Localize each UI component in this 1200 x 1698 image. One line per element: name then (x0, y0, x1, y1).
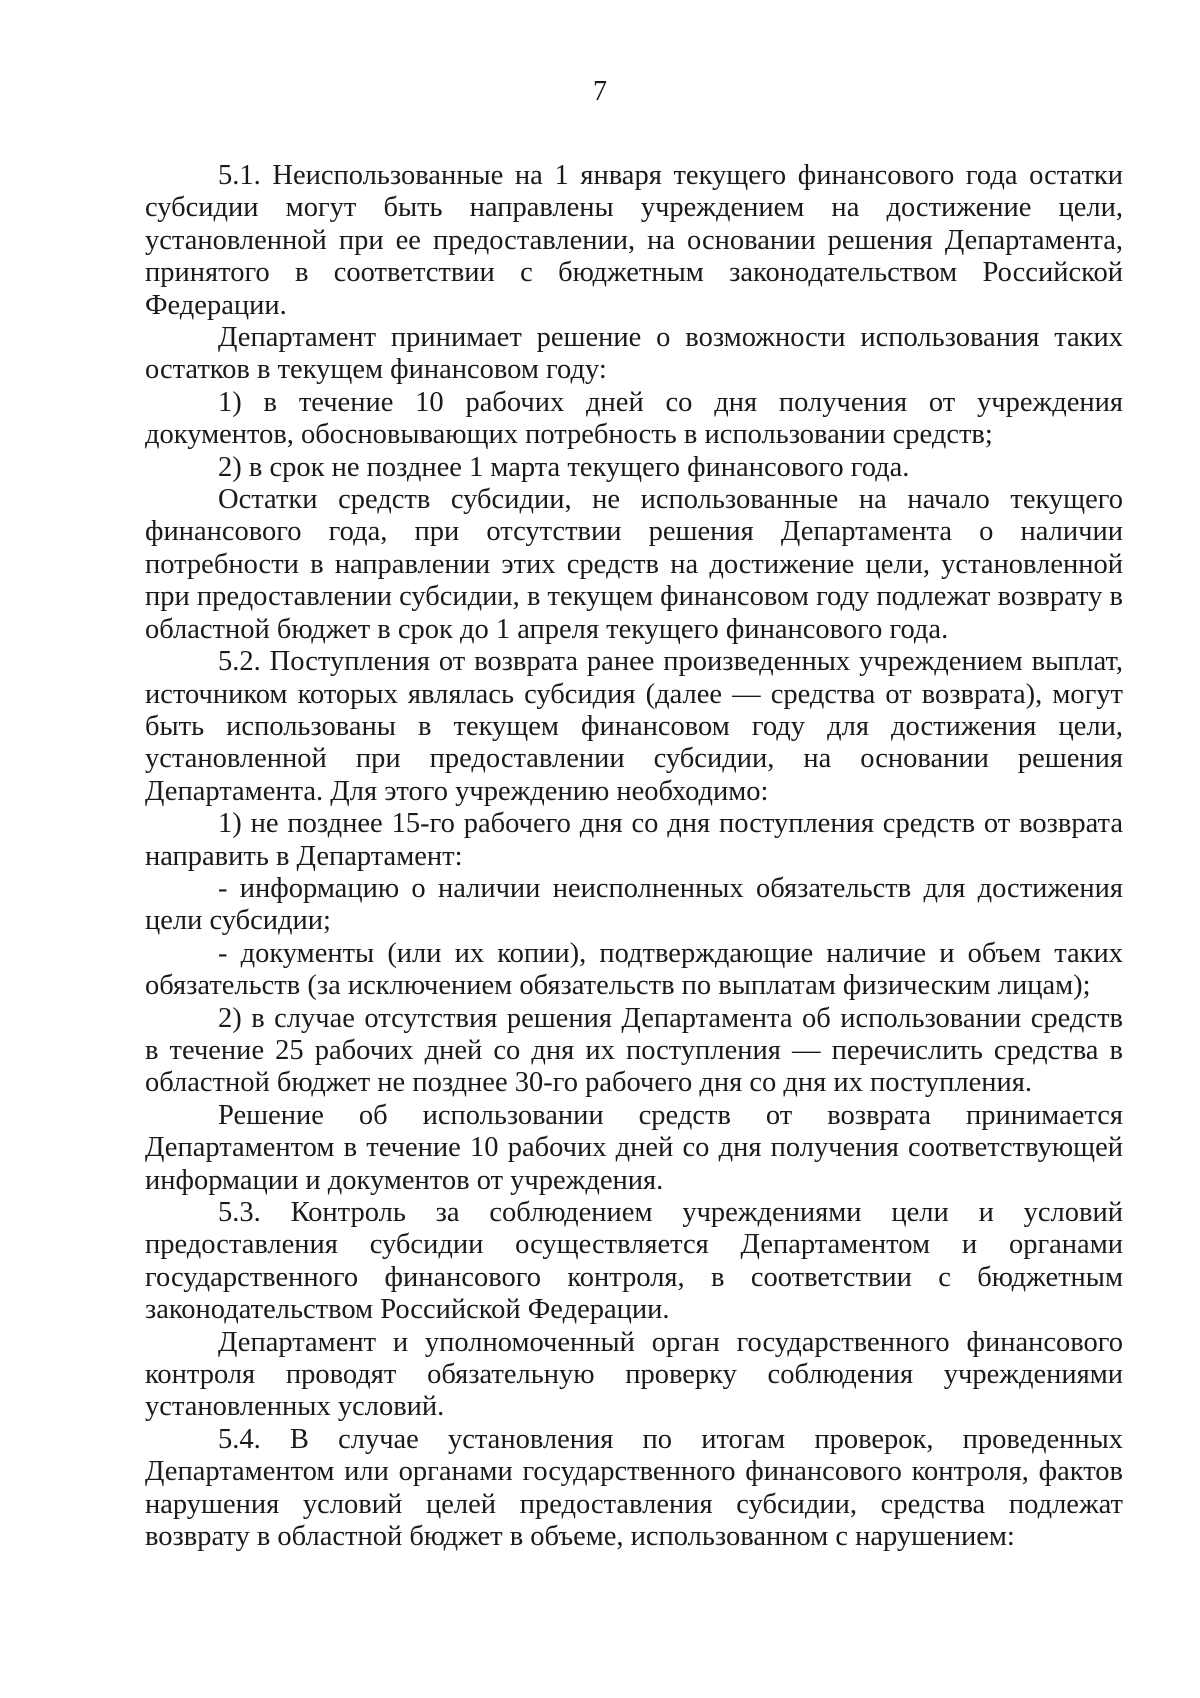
paragraph-item-2: 2) в срок не позднее 1 марта текущего финансового года. (218, 451, 910, 483)
paragraph-5-1: 5.1. Неиспользованные на 1 января текущего финансового года остатки субсидии могут быть направлены учреждением на достижение цели, установленной при ее предоставлении, на основании решения Департамента, принятого в соответствии с бюджетным законодательством Российской Федерации. (145, 160, 1123, 321)
paragraph-mandatory-check: Департамент и уполномоченный орган государственного финансового контроля проводят обязательную проверку соблюдения учреждениями установленных условий. (145, 1326, 1123, 1423)
paragraph-department-decision: Департамент принимает решение о возможности использования таких остатков в текущем финансовом году: (145, 322, 1123, 386)
paragraph-item-1: 1) в течение 10 рабочих дней со дня получения от учреждения документов, обосновывающих потребность в использовании средств; (145, 386, 1123, 451)
paragraph-5-3: 5.3. Контроль за соблюдением учреждениями цели и условий предоставления субсидии осуществляется Департаментом и органами государственного финансового контроля, в соответствии с бюджетным законодательством Российской Федерации. (145, 1197, 1123, 1326)
paragraph-5-2-item-1: 1) не позднее 15-го рабочего дня со дня поступления средств от возврата направить в Департамент: (145, 808, 1123, 872)
paragraph-return-decision: Решение об использовании средств от возврата принимается Департаментом в течение 10 рабочих дней со дня получения соответствующей информации и документов от учреждения. (145, 1099, 1123, 1196)
paragraph-5-4: 5.4. В случае установления по итогам проверок, проведенных Департаментом или органами государственного финансового контроля, фактов нарушения условий целей предоставления субсидии, средства подлежат возврату в областной бюджет в объеме, использованном с нарушением: (145, 1423, 1123, 1553)
paragraph-5-2-item-2: 2) в случае отсутствия решения Департамента об использовании средств в течение 25 рабочих дней со дня их поступления — перечислить средства в областной бюджет не позднее 30-го рабочего дня со дня их поступления. (145, 1002, 1123, 1099)
page-number: 7 (593, 76, 607, 107)
paragraph-bullet-documents: - документы (или их копии), подтверждающие наличие и объем таких обязательств (за исключением обязательств по выплатам физическим лицам); (145, 937, 1123, 1002)
paragraph-5-2: 5.2. Поступления от возврата ранее произведенных учреждением выплат, источником которых являлась субсидия (далее — средства от возврата), могут быть использованы в текущем финансовом году для достижения цели, установленной при предоставлении субсидии, на основании решения Департамента. Для этого учреждению необходимо: (145, 646, 1123, 807)
paragraph-remaining-funds: Остатки средств субсидии, не использованные на начало текущего финансового года, при отсутствии решения Департамента о наличии потребности в направлении этих средств на достижение цели, установленной при предоставлении субсидии, в текущем финансовом году подлежат возврату в областной бюджет в срок до 1 апреля текущего финансового года. (145, 484, 1123, 645)
paragraph-bullet-information: - информацию о наличии неисполненных обязательств для достижения цели субсидии; (145, 872, 1123, 937)
document-body (145, 160, 1123, 1553)
